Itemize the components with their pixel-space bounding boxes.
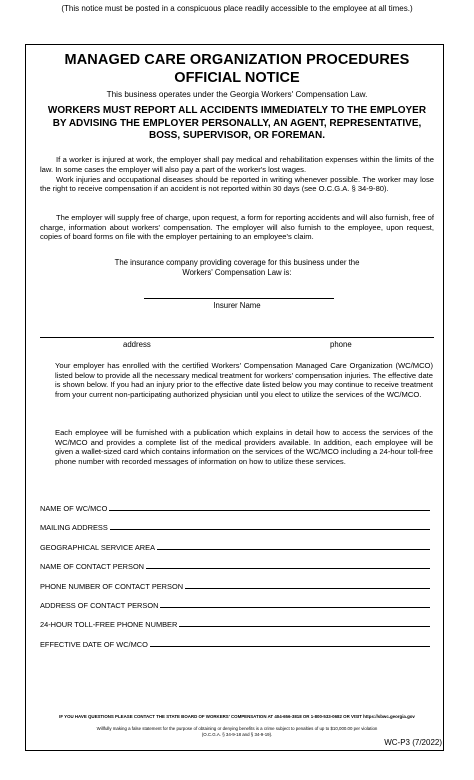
field-label: PHONE NUMBER OF CONTACT PERSON	[40, 582, 184, 591]
field-label: 24-HOUR TOLL-FREE PHONE NUMBER	[40, 620, 178, 629]
warning-heading: WORKERS MUST REPORT ALL ACCIDENTS IMMEDIATELY TO THE EMPLOYER BY ADVISING THE EMPLOYER PERSONALLY, AN AGENT, REPRESENTATIVE, BOSS, SUPERVISOR, OR FOREMAN.	[47, 105, 427, 141]
field-line[interactable]	[185, 580, 430, 589]
posting-notice: (This notice must be posted in a conspicuous place readily accessible to the employee at all times.)	[61, 4, 413, 13]
page-subtitle: OFFICIAL NOTICE	[174, 70, 300, 86]
penalty-line2: (O.C.G.A. § 34-9-18 and § 34-9-19).	[201, 732, 273, 737]
paragraph-text: The employer will supply free of charge, upon request, a form for reporting accidents and will also furnish, free of charge, information about workers' compensation. The employer will also furnish to the employee, upon request, copies of board forms on file with the employer pertaining to an employee's claim.	[40, 213, 434, 242]
field-line[interactable]	[157, 541, 430, 550]
field-label: NAME OF WC/MCO	[40, 504, 108, 513]
form-number: WC-P3 (7/2022)	[384, 738, 442, 747]
field-tollfree-phone[interactable]	[40, 617, 430, 629]
field-label: NAME OF CONTACT PERSON	[40, 562, 145, 571]
contact-footer: IF YOU HAVE QUESTIONS PLEASE CONTACT THE STATE BOARD OF WORKERS' COMPENSATION AT 404-656-3818 OR 1-800-533-0682 OR VISIT https://sbwc.georgia.gov	[59, 714, 415, 719]
page-title: MANAGED CARE ORGANIZATION PROCEDURES	[64, 52, 410, 68]
field-line[interactable]	[150, 638, 430, 647]
field-line[interactable]	[146, 560, 430, 569]
field-contact-name[interactable]	[40, 559, 430, 571]
paragraph-text: If a worker is injured at work, the employer shall pay medical and rehabilitation expenses within the limits of the law. In some cases the employer will also pay a part of the worker's lost wages.	[40, 155, 434, 174]
field-line[interactable]	[160, 599, 430, 608]
field-wcmco-name[interactable]	[40, 501, 430, 513]
jurisdiction-line: This business operates under the Georgia Workers' Compensation Law.	[106, 90, 368, 99]
field-mailing-address[interactable]	[40, 520, 430, 532]
field-line[interactable]	[179, 618, 430, 627]
field-line[interactable]	[110, 521, 430, 530]
insurance-intro-line2: Workers' Compensation Law is:	[182, 268, 292, 277]
paragraph-medical-expenses	[40, 155, 434, 174]
paragraph-reporting	[40, 175, 434, 194]
penalty-line1: Willfully making a false statement for the purpose of obtaining or denying benefits is a crime subject to penalties of up to $10,000.00 per violation	[96, 726, 378, 731]
address-label: address	[123, 340, 151, 349]
field-line[interactable]	[109, 502, 430, 511]
paragraph-forms	[40, 213, 434, 242]
insurance-intro-line1: The insurance company providing coverage for this business under the	[114, 258, 360, 267]
field-service-area[interactable]	[40, 540, 430, 552]
field-contact-phone[interactable]	[40, 579, 430, 591]
paragraph-text: Work injuries and occupational diseases should be reported in writing whenever possible. The worker may lose the right to receive compensation if an accident is not reported within 30 days (see O.C.G.A. § 34-9-80).	[40, 174, 434, 194]
field-contact-address[interactable]	[40, 598, 430, 610]
paragraph-publication: Each employee will be furnished with a publication which explains in detail how to access the services of the WC/MCO and provides a complete list of the medical providers available. In addition, each employee will be given a wallet-sized card which contains information on the services of the WC/MCO including a 24-hour toll-free phone number with recorded messages of information on how to utilize these services.	[55, 428, 433, 466]
field-effective-date[interactable]	[40, 637, 430, 649]
field-label: ADDRESS OF CONTACT PERSON	[40, 601, 159, 610]
field-label: GEOGRAPHICAL SERVICE AREA	[40, 543, 156, 552]
insurer-name-line[interactable]	[144, 298, 334, 299]
paragraph-enrollment: Your employer has enrolled with the certified Workers' Compensation Managed Care Organization (WC/MCO) listed below to provide all the necessary medical treatment for workers' compensation injuries. The effective date is shown below. If you had an injury prior to the effective date listed below you may continue to receive treatment from your current non-participating authorized physician until you elect to utilize the services of the WC/MCO.	[55, 361, 433, 399]
insurer-name-label: Insurer Name	[213, 301, 261, 310]
penalty-footer	[0, 726, 474, 738]
field-label: EFFECTIVE DATE OF WC/MCO	[40, 640, 148, 649]
address-phone-line[interactable]	[40, 337, 434, 338]
field-label: MAILING ADDRESS	[40, 523, 108, 532]
phone-label: phone	[330, 340, 352, 349]
